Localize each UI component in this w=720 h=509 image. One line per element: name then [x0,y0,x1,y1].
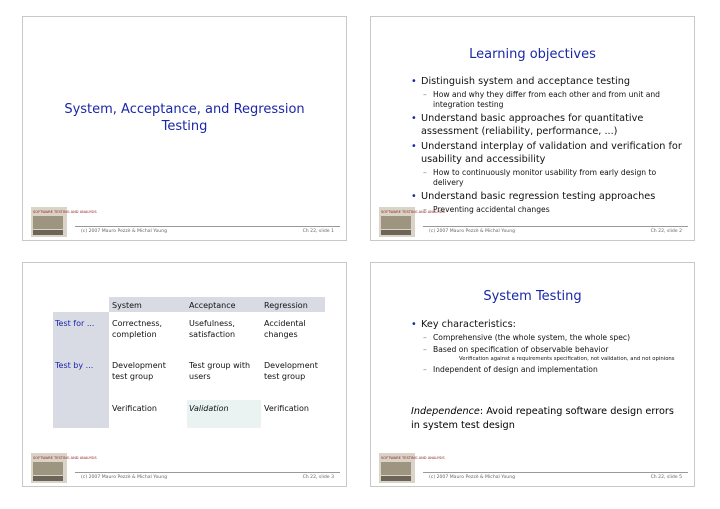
table-header: Acceptance [189,301,236,310]
table-cell: Verification [264,404,309,413]
list-item: Verification against a requirements specification, not validation, and not opinions [459,356,675,362]
table-cell: Correctness, completion [112,319,163,339]
book-logo [31,207,97,237]
objectives-list [411,75,686,217]
footer-slide-number: Ch 22, slide 2 [650,229,682,234]
table-header: Regression [264,301,308,310]
row-label: Test for ... [55,319,95,328]
list-item: – How to continuously monitor usability from early design to delivery [411,168,686,188]
row-label: Test by ... [55,361,94,370]
book-logo-text: SOFTWARE TESTING AND ANALYSIS [33,210,97,214]
table-header: System [112,301,142,310]
list-item: • Key characteristics: [411,318,686,331]
list-item: – Comprehensive (the whole system, the whole spec) [411,333,686,343]
footer-slide-number: Ch 22, slide 5 [650,475,682,480]
footer-slide-number: Ch 22, slide 3 [302,475,334,480]
independence-term: Independence [411,406,480,417]
footer-copyright: (c) 2007 Mauro Pezzè & Michal Young [81,229,168,234]
list-item: – Based on specification of observable behavior [411,345,686,355]
table-cell: Development test group [264,361,318,381]
footer-divider [423,472,688,473]
book-logo [379,207,445,237]
book-logo-text: SOFTWARE TESTING AND ANALYSIS [381,210,445,214]
list-item: • Understand interplay of validation and verification for usability and accessibility [411,140,686,166]
slide-4 [370,262,695,487]
slide-1-title: System, Acceptance, and Regression Testing [64,102,305,134]
table-cell: Development test group [112,361,166,381]
footer-copyright: (c) 2007 Mauro Pezzè & Michal Young [429,475,516,480]
independence-note [411,405,684,433]
footer-divider [75,226,340,227]
table-cell: Accidental changes [264,319,306,339]
book-logo [379,453,445,483]
slide-2 [370,16,695,241]
footer-copyright: (c) 2007 Mauro Pezzè & Michal Young [429,229,516,234]
slide-3 [22,262,347,487]
list-item: • Understand basic regression testing approaches [411,190,686,203]
table-cell: Test group with users [189,361,251,381]
list-item: • Understand basic approaches for quantitative assessment (reliability, performance, ...) [411,112,686,138]
characteristics-list [411,318,686,377]
table-cell: Verification [112,404,157,413]
comparison-table [23,263,348,488]
book-logo-text: SOFTWARE TESTING AND ANALYSIS [381,456,445,460]
list-item: • Distinguish system and acceptance testing [411,75,686,88]
slide-2-title: Learning objectives [469,47,596,62]
footer-slide-number: Ch 22, slide 1 [302,229,334,234]
table-cell: Usefulness, satisfaction [189,319,236,339]
list-item: – Independent of design and implementation [411,365,686,375]
slide-1 [22,16,347,241]
book-logo-text: SOFTWARE TESTING AND ANALYSIS [33,456,97,460]
list-item: – Preventing accidental changes [411,205,686,215]
footer-divider [75,472,340,473]
footer-divider [423,226,688,227]
independence-text: : Avoid repeating software design errors in system test design [411,406,674,431]
book-logo [31,453,97,483]
footer-copyright: (c) 2007 Mauro Pezzè & Michal Young [81,475,168,480]
list-item: – How and why they differ from each other and from unit and integration testing [411,90,686,110]
slide-4-title: System Testing [483,289,582,304]
table-cell: Validation [189,404,229,413]
